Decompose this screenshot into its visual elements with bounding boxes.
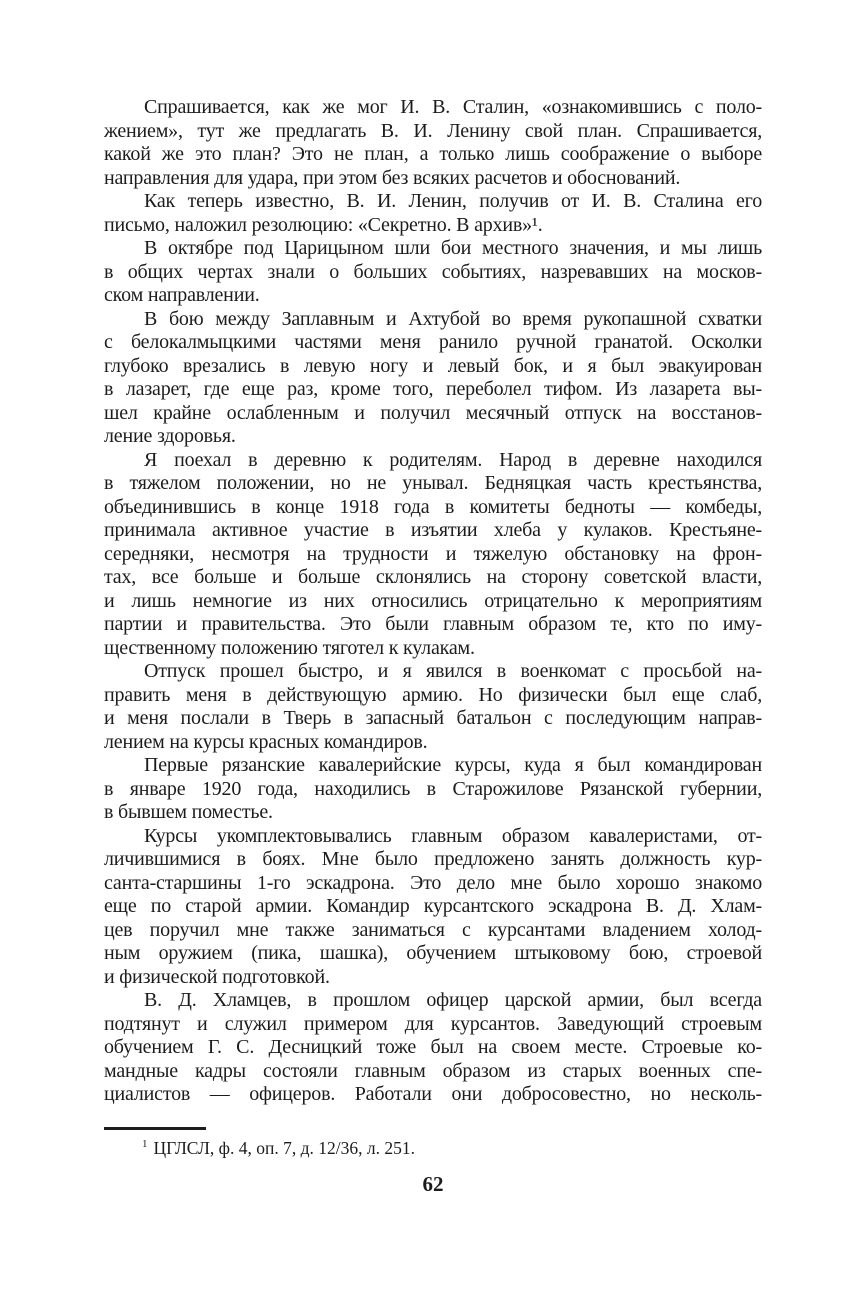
text-line: в общих чертах знали о больших событиях, назревавших на москов- <box>104 260 762 283</box>
text-line: принимала активное участие в изъятии хлеба у кулаков. Крестьяне- <box>104 519 762 541</box>
text-line: править меня в действующую армию. Но физически был еще слаб, <box>104 683 762 706</box>
text-line: письмо, наложил резолюцию: «Секретно. В архив»¹. <box>104 213 543 236</box>
paragraph <box>104 449 762 661</box>
text-line: санта-старшины 1-го эскадрона. Это дело мне было хорошо знакомо <box>104 871 762 894</box>
text-line: шел крайне ослабленным и получил месячный отпуск на восстанов- <box>104 401 762 424</box>
text-line: и меня послали в Тверь в запасный батальон с последующим направ- <box>104 707 762 729</box>
text-line: в тяжелом положении, но не унывал. Бедняцкая часть крестьянства, <box>104 472 762 494</box>
text-line: ление здоровья. <box>104 425 236 447</box>
footnote-text: ЦГЛСЛ, ф. 4, оп. 7, д. 12/36, л. 251. <box>153 1138 415 1158</box>
text-line: и лишь немногие из них относились отрицательно к мероприятиям <box>104 589 762 612</box>
paragraph <box>104 660 762 754</box>
text-line: направления для удара, при этом без всяких расчетов и обоснований. <box>104 166 681 189</box>
text-line: и физической подготовкой. <box>104 965 330 988</box>
text-line: Первые рязанские кавалерийские курсы, куда я был командирован <box>144 754 762 776</box>
footnote <box>104 1137 762 1159</box>
text-line: объединившись в конце 1918 года в комитеты бедноты — комбеды, <box>104 495 762 518</box>
text-line: цев поручил мне также заниматься с курсантами владением холод- <box>104 918 762 941</box>
paragraph <box>104 825 762 990</box>
text-line: обучением Г. С. Десницкий тоже был на своем месте. Строевые ко- <box>104 1036 762 1058</box>
paragraph <box>104 190 762 237</box>
text-line: партии и правительства. Это были главным образом те, кто по иму- <box>104 613 762 635</box>
paragraph <box>104 308 762 449</box>
text-line: в лазарет, где еще раз, кроме того, переболел тифом. Из лазарета вы- <box>104 378 762 400</box>
text-line: личившимися в боях. Мне было предложено занять должность кур- <box>104 848 762 870</box>
text-line: в бывшем поместье. <box>104 801 273 823</box>
text-line: еще по старой армии. Командир курсантского эскадрона В. Д. Хлам- <box>104 895 762 917</box>
paragraph <box>104 754 762 825</box>
text-line: ным оружием (пика, шашка), обучением штыковому бою, строевой <box>104 942 762 964</box>
text-line: Курсы укомплектовывались главным образом кавалеристами, от- <box>144 824 762 847</box>
text-line: ском направлении. <box>104 284 260 306</box>
paragraph <box>104 989 762 1107</box>
text-line: мандные кадры состояли главным образом из старых военных спе- <box>104 1059 762 1082</box>
text-line: циалистов — офицеров. Работали они добросовестно, но несколь- <box>104 1083 762 1105</box>
text-line: глубоко врезались в левую ногу и левый бок, и я был эвакуирован <box>104 354 762 377</box>
text-line: Я поехал в деревню к родителям. Народ в деревне находился <box>144 448 762 471</box>
footnote-rule <box>104 1127 206 1130</box>
text-line: в январе 1920 года, находились в Старожилове Рязанской губернии, <box>104 777 762 800</box>
text-line: В октябре под Царицыном шли бои местного значения, и мы лишь <box>144 237 762 259</box>
text-line: подтянут и служил примером для курсантов. Заведующий строевым <box>104 1012 762 1035</box>
paragraph <box>104 96 762 190</box>
text-line: тах, все больше и больше склонялись на сторону советской власти, <box>104 566 762 588</box>
text-line: жением», тут же предлагать В. И. Ленину свой план. Спрашивается, <box>104 119 762 142</box>
text-line: щественному положению тяготел к кулакам. <box>104 636 475 659</box>
paragraph <box>104 237 762 308</box>
text-line: В бою между Заплавным и Ахтубой во время рукопашной схватки <box>144 307 762 330</box>
footnote-marker: 1 <box>142 1138 148 1151</box>
text-line: Как теперь известно, В. И. Ленин, получив от И. В. Сталина его <box>144 190 762 212</box>
text-line: В. Д. Хламцев, в прошлом офицер царской армии, был всегда <box>144 989 762 1011</box>
page-number: 62 <box>422 1172 444 1196</box>
text-line: с белокалмыцкими частями меня ранило ручной гранатой. Осколки <box>104 331 762 353</box>
text-line: лением на курсы красных командиров. <box>104 730 428 753</box>
text-line: Спрашивается, как же мог И. В. Сталин, «ознакомившись с поло- <box>144 96 762 118</box>
text-line: середняки, несмотря на трудности и тяжелую обстановку на фрон- <box>104 542 762 565</box>
text-line: какой же это план? Это не план, а только лишь соображение о выборе <box>104 143 762 165</box>
text-line: Отпуск прошел быстро, и я явился в военкомат с просьбой на- <box>144 660 762 682</box>
text-body <box>104 96 762 1107</box>
